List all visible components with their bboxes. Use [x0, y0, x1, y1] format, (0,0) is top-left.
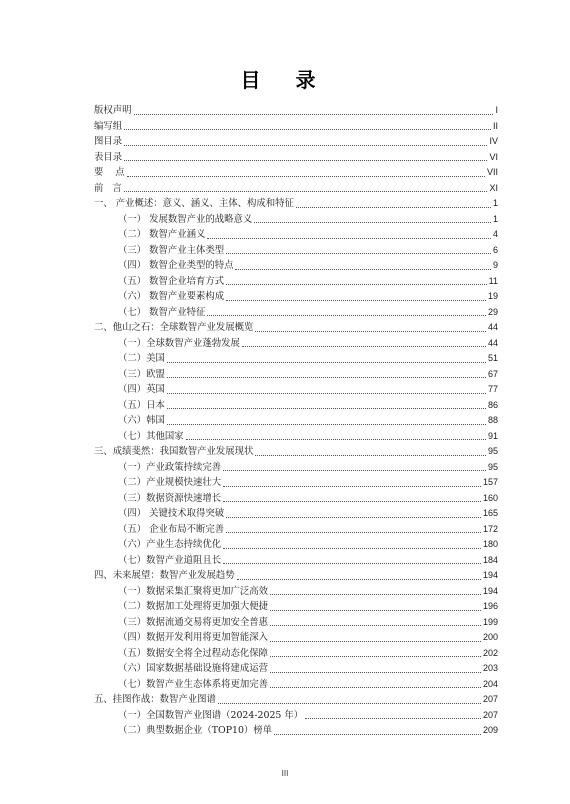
toc-entry-page: 194 — [482, 570, 498, 580]
dot-leader — [223, 562, 481, 564]
toc-subentry[interactable] — [94, 708, 498, 724]
toc-entry-label: （二）产业规模快速壮大 — [118, 477, 222, 488]
toc-entry-page: 4 — [492, 229, 498, 239]
toc-subentry[interactable] — [94, 305, 498, 321]
toc-entry-page: 86 — [487, 399, 498, 410]
toc-subentry[interactable] — [94, 475, 498, 491]
toc-entry-label: （三） 数智产业主体类型 — [118, 244, 225, 256]
dot-leader — [124, 159, 487, 161]
dot-leader — [134, 113, 494, 115]
toc-entry-label: （六）国家数据基础设施将建成运营 — [118, 663, 269, 674]
toc-subentry[interactable] — [94, 491, 498, 507]
toc-subentry[interactable] — [94, 630, 498, 646]
toc-entry-label: （三）欧盟 — [118, 368, 165, 380]
dot-leader — [226, 252, 491, 254]
toc-entry-label: 版权声明 — [94, 105, 132, 116]
dot-leader — [237, 578, 481, 580]
toc-entry-label: （一）数据采集汇聚将更加广泛高效 — [118, 585, 269, 597]
toc-entry-page: XI — [489, 182, 498, 193]
toc-entry[interactable] — [94, 444, 498, 460]
toc-entry-label: 一、 产业概述：意义、涵义、主体、构成和特征 — [94, 198, 294, 209]
toc-entry-page: 44 — [487, 322, 498, 332]
dot-leader — [274, 733, 481, 735]
dot-leader — [270, 640, 481, 642]
toc-subentry[interactable] — [94, 522, 498, 538]
toc-subentry[interactable] — [94, 258, 498, 274]
toc-entry-page: 67 — [487, 368, 498, 379]
toc-entry-label: （七）其他国家 — [118, 430, 184, 442]
toc-entry-page: 209 — [482, 725, 498, 735]
toc-entry-page: 203 — [482, 663, 498, 673]
toc-entry-page: 11 — [488, 275, 498, 286]
toc-entry-page: 44 — [487, 337, 498, 348]
toc-subentry[interactable] — [94, 723, 498, 739]
toc-entry-label: 前 言 — [94, 182, 122, 194]
toc-subentry[interactable] — [94, 227, 498, 243]
dot-leader — [223, 500, 481, 502]
toc-entry-page: 9 — [492, 260, 498, 270]
toc-entry-page: 194 — [482, 585, 498, 596]
dot-leader — [226, 283, 487, 285]
toc-entry[interactable] — [94, 150, 498, 166]
toc-entry-label: （六） 数智产业要素构成 — [118, 291, 225, 302]
dot-leader — [296, 206, 491, 208]
dot-leader — [305, 717, 481, 719]
toc-subentry[interactable] — [94, 506, 498, 522]
dot-leader — [167, 376, 486, 378]
table-of-contents — [94, 103, 498, 739]
toc-entry-page: 88 — [487, 415, 498, 425]
toc-entry-label: 图目录 — [94, 136, 123, 147]
toc-entry-page: VII — [486, 167, 498, 177]
dot-leader — [124, 144, 487, 146]
dot-leader — [207, 314, 486, 316]
dot-leader — [226, 531, 481, 533]
toc-entry-label: （三）数据流通交易将更加安全普惠 — [118, 616, 269, 628]
dot-leader — [167, 361, 486, 363]
toc-entry-label: （七）数智产业道阻且长 — [118, 554, 222, 566]
dot-leader — [218, 702, 481, 704]
toc-subentry[interactable] — [94, 413, 498, 429]
toc-entry-page: 196 — [482, 601, 498, 611]
toc-entry-label: （四）数据开发利用将更加智能深入 — [118, 632, 269, 643]
page-number: III — [281, 769, 289, 778]
toc-entry-page: 29 — [487, 306, 498, 317]
toc-entry-label: （四） 数智企业类型的特点 — [118, 260, 234, 271]
toc-entry-page: I — [495, 105, 498, 115]
dot-leader — [235, 268, 491, 270]
toc-subentry[interactable] — [94, 537, 498, 553]
dot-leader — [255, 454, 486, 456]
toc-entry-page: 1 — [492, 198, 498, 208]
toc-entry-label: （二）典型数据企业（TOP10）榜单 — [118, 725, 273, 736]
toc-subentry[interactable] — [94, 351, 498, 367]
toc-entry-label: （一）全球数智产业蓬勃发展 — [118, 337, 240, 349]
dot-leader — [186, 438, 486, 440]
dot-leader — [226, 516, 481, 518]
toc-entry[interactable] — [94, 568, 498, 584]
toc-entry-page: VI — [489, 151, 498, 162]
toc-subentry[interactable] — [94, 382, 498, 398]
toc-entry-page: 172 — [482, 523, 498, 534]
toc-entry[interactable] — [94, 103, 498, 119]
toc-subentry[interactable] — [94, 460, 498, 476]
toc-entry-page: 202 — [482, 647, 498, 658]
toc-entry-page: 6 — [492, 244, 498, 255]
dot-leader — [167, 423, 486, 425]
toc-entry-label: （五） 数智企业培育方式 — [118, 275, 225, 287]
toc-entry-label: （六）产业生态持续优化 — [118, 539, 222, 550]
dot-leader — [270, 686, 481, 688]
toc-entry[interactable] — [94, 119, 498, 135]
toc-subentry[interactable] — [94, 599, 498, 615]
toc-entry-page: 157 — [482, 477, 498, 487]
dot-leader — [167, 392, 486, 394]
toc-entry-label: （四） 关键技术取得突破 — [118, 508, 225, 519]
toc-entry-page: 204 — [482, 678, 498, 689]
toc-entry-label: （二）数据加工处理将更加强大便捷 — [118, 601, 269, 612]
toc-entry-label: 编写组 — [94, 120, 123, 132]
toc-entry-page: 207 — [482, 709, 498, 720]
toc-entry[interactable] — [94, 196, 498, 212]
dot-leader — [270, 593, 481, 595]
dot-leader — [124, 128, 491, 130]
toc-entry-label: 三、成绩斐然：我国数智产业发展现状 — [94, 446, 254, 457]
toc-entry-label: （七）数智产业生态体系将更加完善 — [118, 678, 269, 690]
toc-subentry[interactable] — [94, 243, 498, 259]
toc-entry-page: II — [492, 120, 498, 131]
toc-entry-page: 200 — [482, 632, 498, 642]
dot-leader — [270, 609, 481, 611]
toc-entry-page: 19 — [487, 291, 498, 301]
toc-entry-page: 160 — [482, 492, 498, 503]
dot-leader — [270, 624, 481, 626]
dot-leader — [223, 547, 481, 549]
toc-entry-label: （二）美国 — [118, 353, 165, 364]
toc-entry[interactable] — [94, 320, 498, 336]
toc-entry-label: （三）数据资源快速增长 — [118, 492, 222, 504]
toc-entry-page: IV — [489, 136, 498, 146]
toc-entry-label: （一） 发展数智产业的战略意义 — [118, 213, 253, 225]
toc-entry-page: 95 — [487, 461, 498, 472]
toc-entry[interactable] — [94, 165, 498, 181]
toc-entry-page: 165 — [482, 508, 498, 518]
dot-leader — [226, 299, 486, 301]
toc-entry-page: 199 — [482, 616, 498, 627]
toc-entry-page: 1 — [492, 213, 498, 224]
toc-entry-label: （五） 企业布局不断完善 — [118, 523, 225, 535]
toc-entry-label: （六）韩国 — [118, 415, 165, 426]
dot-leader — [124, 190, 488, 192]
dot-leader — [270, 655, 481, 657]
dot-leader — [255, 330, 486, 332]
toc-subentry[interactable] — [94, 367, 498, 383]
toc-entry-label: 要 点 — [94, 167, 125, 178]
toc-entry[interactable] — [94, 692, 498, 708]
dot-leader — [242, 345, 486, 347]
toc-entry-page: 51 — [487, 353, 498, 363]
toc-entry-label: （二） 数智产业涵义 — [118, 229, 206, 240]
toc-entry[interactable] — [94, 134, 498, 150]
toc-subentry[interactable] — [94, 677, 498, 693]
dot-leader — [167, 407, 486, 409]
toc-subentry[interactable] — [94, 274, 498, 290]
toc-entry-page: 95 — [487, 446, 498, 456]
toc-entry-label: （七） 数智产业特征 — [118, 306, 206, 318]
toc-entry-page: 77 — [487, 384, 498, 394]
toc-subentry[interactable] — [94, 584, 498, 600]
toc-subentry[interactable] — [94, 398, 498, 414]
toc-entry-page: 180 — [482, 539, 498, 549]
toc-entry[interactable] — [94, 181, 498, 197]
toc-subentry[interactable] — [94, 661, 498, 677]
toc-subentry[interactable] — [94, 212, 498, 228]
toc-subentry[interactable] — [94, 553, 498, 569]
dot-leader — [254, 221, 491, 223]
toc-entry-label: 表目录 — [94, 151, 123, 163]
dot-leader — [223, 469, 486, 471]
toc-subentry[interactable] — [94, 336, 498, 352]
toc-subentry[interactable] — [94, 646, 498, 662]
toc-entry-page: 91 — [487, 430, 498, 441]
toc-subentry[interactable] — [94, 429, 498, 445]
toc-entry-label: 四、未来展望：数智产业发展趋势 — [94, 570, 235, 581]
page-title: 目 录 — [240, 68, 330, 92]
toc-subentry[interactable] — [94, 615, 498, 631]
toc-entry-label: （五）数据安全将全过程动态化保障 — [118, 647, 269, 659]
toc-entry-page: 207 — [482, 694, 498, 704]
dot-leader — [270, 671, 481, 673]
dot-leader — [127, 175, 485, 177]
toc-subentry[interactable] — [94, 289, 498, 305]
toc-entry-label: （四）英国 — [118, 384, 165, 395]
toc-entry-page: 184 — [482, 554, 498, 565]
dot-leader — [207, 237, 491, 239]
toc-entry-label: （一）全国数智产业图谱（2024-2025 年） — [118, 709, 304, 721]
toc-entry-label: 五、挂图作战：数智产业图谱 — [94, 694, 216, 705]
dot-leader — [223, 485, 481, 487]
toc-entry-label: 二、他山之石：全球数智产业发展概览 — [94, 322, 254, 333]
toc-entry-label: （五）日本 — [118, 399, 165, 411]
toc-entry-label: （一）产业政策持续完善 — [118, 461, 222, 473]
